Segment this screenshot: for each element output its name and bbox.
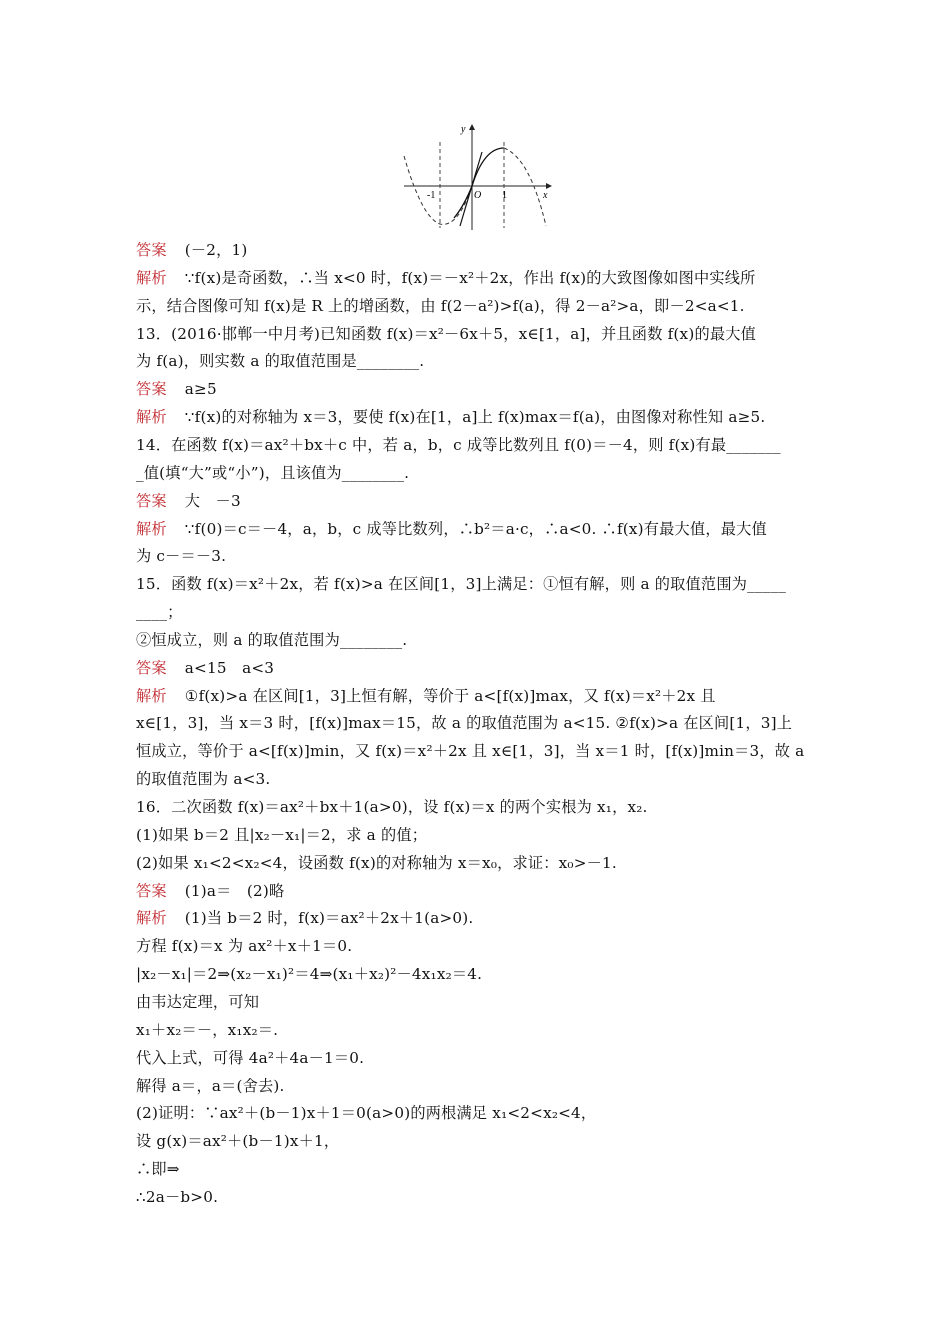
line-text: 14．在函数 f(x)＝ax²＋bx＋c 中，若 a，b，c 成等比数列且 f(0)＝－4，则 f(x)有最_______	[136, 435, 781, 454]
text-line	[136, 240, 248, 260]
one-label: 1	[502, 190, 507, 201]
origin-label: O	[474, 190, 482, 201]
line-text: 的取值范围为 a<3.	[136, 770, 271, 789]
text-line	[136, 519, 767, 539]
line-text: ∵f(x)是奇函数，∴当 x<0 时，f(x)＝－x²＋2x，作出 f(x)的大致图像如图中实线所	[184, 268, 756, 287]
text-line	[136, 491, 241, 511]
text-line	[136, 1076, 285, 1096]
line-text: 示，结合图像可知 f(x)是 R 上的增函数，由 f(2－a²)>f(a)，得 2－a²>a，即－2<a<1.	[136, 296, 745, 315]
y-axis-arrow	[469, 124, 475, 130]
text-line	[136, 881, 284, 901]
line-text: a<15 a<3	[184, 658, 275, 677]
dashed-left-curve	[404, 156, 472, 224]
line-text: (1)如果 b＝2 且|x₂－x₁|＝2，求 a 的值；	[136, 825, 428, 844]
text-line	[136, 936, 352, 956]
line-text: |x₂－x₁|＝2⇒(x₂－x₁)²＝4⇒(x₁＋x₂)²－4x₁x₂＝4.	[136, 965, 483, 984]
text-line	[136, 686, 716, 706]
analysis-tag: 解析	[136, 519, 167, 538]
neg-one-label: -1	[427, 190, 436, 201]
line-text: 由韦达定理，可知	[136, 992, 260, 1011]
text-line	[136, 658, 274, 678]
text-line	[136, 1187, 218, 1207]
text-line	[136, 713, 792, 733]
answer-tag: 答案	[136, 881, 167, 900]
text-line	[136, 1103, 596, 1123]
text-line	[136, 964, 482, 984]
line-text: ①f(x)>a 在区间[1，3]上恒有解，等价于 a<[f(x)]max，又 f(x)＝x²＋2x 且	[184, 686, 716, 705]
line-text: 设 g(x)＝ax²＋(b－1)x＋1，	[136, 1132, 340, 1151]
text-line	[136, 853, 617, 873]
tangent-line	[460, 152, 482, 226]
x-axis-arrow	[546, 183, 552, 189]
analysis-tag: 解析	[136, 909, 167, 928]
analysis-tag: 解析	[136, 408, 167, 427]
function-graph	[400, 122, 552, 232]
dashed-right-curve	[504, 148, 546, 226]
line-text: ∴即⇒	[136, 1160, 180, 1179]
line-text: 15．函数 f(x)＝x²＋2x，若 f(x)>a 在区间[1，3]上满足：①恒有解，则 a 的取值范围为_____	[136, 575, 787, 594]
line-text: ②恒成立，则 a 的取值范围为________.	[136, 630, 408, 649]
line-text: (1)a＝ (2)略	[184, 881, 285, 900]
text-line	[136, 992, 259, 1012]
line-text: 代入上式，可得 4a²＋4a－1＝0.	[136, 1048, 365, 1067]
text-line	[136, 825, 427, 845]
line-text: (1)当 b＝2 时，f(x)＝ax²＋2x＋1(a>0).	[184, 909, 474, 928]
line-text: 解得 a＝，a＝(舍去).	[136, 1076, 285, 1095]
text-line	[136, 546, 226, 566]
text-line	[136, 741, 804, 761]
line-text: ∴2a－b>0.	[136, 1187, 219, 1206]
line-text: (－2，1)	[184, 241, 248, 259]
line-text: ∵f(x)的对称轴为 x＝3，要使 f(x)在[1，a]上 f(x)max＝f(a)，由图像对称性知 a≥5.	[184, 408, 766, 427]
line-text: 为 c－＝－3.	[136, 547, 227, 566]
text-line	[136, 630, 407, 650]
text-line	[136, 268, 756, 288]
line-text: ____；	[136, 603, 183, 622]
line-text: (2)证明：∵ax²＋(b－1)x＋1＝0(a>0)的两根满足 x₁<2<x₂<4，	[136, 1104, 597, 1123]
x-axis-label: x	[543, 190, 548, 201]
text-line	[136, 769, 270, 789]
line-text: 大 －3	[184, 491, 241, 510]
text-line	[136, 602, 183, 622]
text-line	[136, 463, 409, 483]
line-text: 16．二次函数 f(x)＝ax²＋bx＋1(a>0)，设 f(x)＝x 的两个实根为 x₁，x₂.	[136, 798, 648, 816]
text-line	[136, 407, 765, 427]
text-line	[136, 908, 473, 928]
text-line	[136, 435, 781, 455]
line-text: _值(填“大”或“小”)，且该值为________.	[136, 463, 410, 482]
answer-tag: 答案	[136, 491, 167, 510]
answer-tag: 答案	[136, 380, 167, 399]
line-text: a≥5	[184, 380, 217, 399]
line-text: 恒成立，等价于 a<[f(x)]min，又 f(x)＝x²＋2x 且 x∈[1，3]，当 x＝1 时，[f(x)]min＝3，故 a	[136, 742, 805, 761]
line-text: (2)如果 x₁<2<x₂<4，设函数 f(x)的对称轴为 x＝x₀，求证：x₀>－1.	[136, 853, 617, 872]
line-text: 为 f(a)，则实数 a 的取值范围是________.	[136, 352, 425, 371]
analysis-tag: 解析	[136, 686, 167, 705]
analysis-tag: 解析	[136, 268, 167, 287]
text-line	[136, 1020, 278, 1040]
line-text: x∈[1，3]，当 x＝3 时，[f(x)]max＝15，故 a 的取值范围为 a<15. ②f(x)>a 在区间[1，3]上	[136, 714, 793, 733]
text-line	[136, 324, 756, 344]
text-line	[136, 574, 786, 594]
text-line	[136, 797, 648, 817]
text-line	[136, 1131, 339, 1151]
text-line	[136, 1159, 180, 1179]
text-line	[136, 1048, 364, 1068]
answer-tag: 答案	[136, 241, 167, 259]
line-text: 方程 f(x)＝x 为 ax²＋x＋1＝0.	[136, 937, 353, 956]
y-axis-label: y	[461, 124, 466, 135]
solid-curve	[454, 148, 504, 218]
text-line	[136, 296, 745, 316]
text-line	[136, 351, 424, 371]
answer-tag: 答案	[136, 658, 167, 677]
line-text: ∵f(0)＝c＝－4，a，b，c 成等比数列，∴b²＝a·c，∴a<0. ∴f(x)有最大值，最大值	[184, 519, 767, 538]
line-text: x₁＋x₂＝－，x₁x₂＝.	[136, 1020, 279, 1039]
text-line	[136, 379, 217, 399]
line-text: 13．(2016·邯郸一中月考)已知函数 f(x)＝x²－6x＋5，x∈[1，a]，并且函数 f(x)的最大值	[136, 324, 756, 343]
